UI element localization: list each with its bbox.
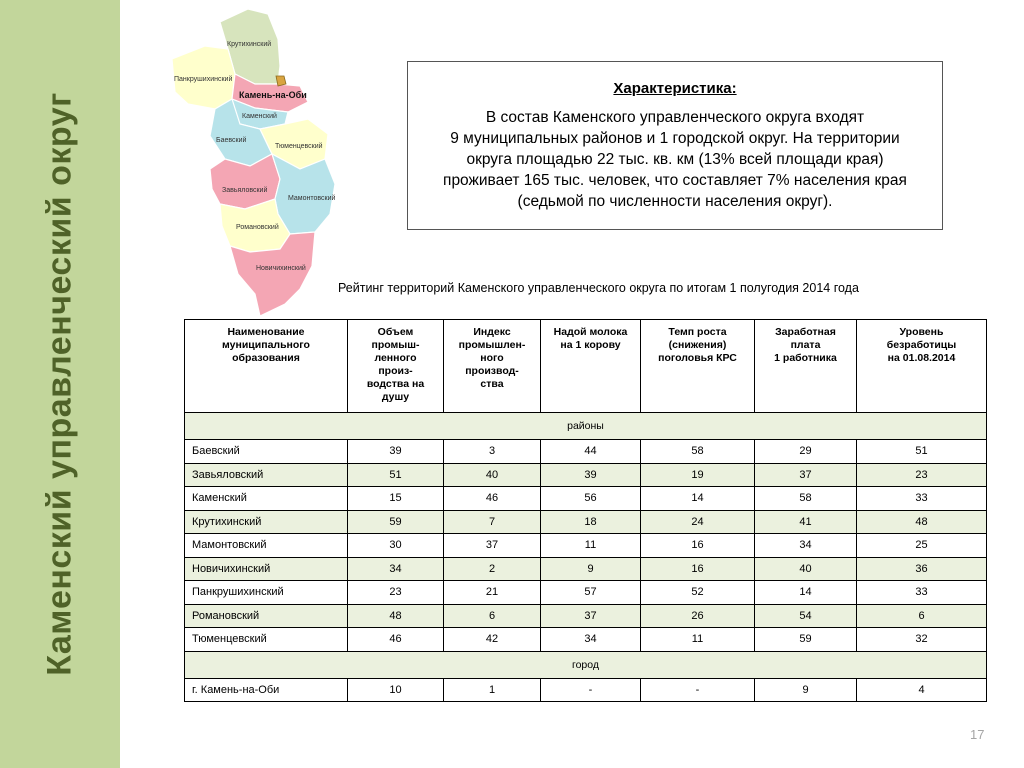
row-name: г. Камень-на-Оби [185,678,348,702]
table-row [185,557,987,581]
cell-value: 37 [541,604,641,628]
sidebar [0,0,120,768]
cell-value: 48 [348,604,444,628]
characteristic-line: 9 муниципальных районов и 1 городской округ. На территории [450,130,900,147]
row-name: Мамонтовский [185,534,348,558]
cell-value: 48 [857,510,987,534]
map-label-baevsky: Баевский [216,137,247,144]
rating-title: Рейтинг территорий Каменского управленческого округа по итогам 1 полугодия 2014 года [338,281,859,295]
cell-value: 18 [541,510,641,534]
cell-value: 11 [541,534,641,558]
table-row [185,463,987,487]
cell-value: 57 [541,581,641,605]
cell-value: 34 [541,628,641,652]
header-cattle-growth: Темп роста (снижения) поголовья КРС [641,320,755,413]
cell-value: 6 [444,604,541,628]
cell-value: 25 [857,534,987,558]
table-row [185,510,987,534]
cell-value: 1 [444,678,541,702]
map-city-marker [276,76,286,86]
cell-value: 16 [641,534,755,558]
cell-value: 29 [755,440,857,464]
cell-value: 52 [641,581,755,605]
cell-value: 33 [857,487,987,511]
table-row [185,581,987,605]
cell-value: 10 [348,678,444,702]
characteristic-line: В состав Каменского управленческого округа входят [485,109,865,126]
table-header-row [185,320,987,413]
characteristic-box [407,61,943,230]
table-row [185,487,987,511]
cell-value: 11 [641,628,755,652]
map-label-kamen-na-obi: Камень-на-Оби [239,90,307,100]
characteristic-line: проживает 165 тыс. человек, что составляет 7% населения края [443,172,907,189]
row-name: Новичихинский [185,557,348,581]
cell-value: 36 [857,557,987,581]
cell-value: 37 [755,463,857,487]
cell-value: 14 [755,581,857,605]
row-name: Завьяловский [185,463,348,487]
cell-value: 6 [857,604,987,628]
cell-value: 58 [755,487,857,511]
cell-value: 51 [857,440,987,464]
table-row [185,440,987,464]
header-municipality: Наименование муниципального образования [185,320,348,413]
row-name: Романовский [185,604,348,628]
row-name: Тюменцевский [185,628,348,652]
table-row [185,534,987,558]
header-salary: Заработная плата 1 работника [755,320,857,413]
cell-value: 24 [641,510,755,534]
cell-value: 44 [541,440,641,464]
cell-value: 14 [641,487,755,511]
cell-value: 15 [348,487,444,511]
cell-value: 41 [755,510,857,534]
cell-value: 39 [348,440,444,464]
characteristic-line: (седьмой по численности населения округ). [517,193,833,210]
cell-value: 40 [444,463,541,487]
map-label-zavyalovsky: Завьяловский [222,187,268,194]
table-row [185,678,987,702]
cell-value: 23 [348,581,444,605]
cell-value: 54 [755,604,857,628]
cell-value: 39 [541,463,641,487]
cell-value: 21 [444,581,541,605]
table-row [185,604,987,628]
cell-value: 9 [755,678,857,702]
cell-value: 26 [641,604,755,628]
cell-value: 51 [348,463,444,487]
characteristic-text [408,107,942,212]
cell-value: 59 [348,510,444,534]
cell-value: 59 [755,628,857,652]
cell-value: 16 [641,557,755,581]
cell-value: 58 [641,440,755,464]
cell-value: - [641,678,755,702]
header-unemployment: Уровень безработицы на 01.08.2014 [857,320,987,413]
cell-value: 46 [444,487,541,511]
cell-value: 3 [444,440,541,464]
cell-value: 4 [857,678,987,702]
header-industrial-index: Индекс промышлен- ного производ- ства [444,320,541,413]
cell-value: 9 [541,557,641,581]
page-number: 17 [970,727,985,742]
district-map [160,4,350,319]
map-label-pankrushikhinsky: Панкрушихинский [174,76,233,83]
cell-value: 56 [541,487,641,511]
map-label-mamontovsky: Мамонтовский [288,195,336,202]
section-label: районы [185,413,987,440]
cell-value: 34 [348,557,444,581]
row-name: Каменский [185,487,348,511]
cell-value: 32 [857,628,987,652]
map-label-tyumentsevsky: Тюменцевский [275,143,323,150]
characteristic-line: округа площадью 22 тыс. кв. км (13% всей площади края) [466,151,884,168]
rating-table [184,319,987,702]
table-row [185,628,987,652]
sidebar-title: Каменский управленческий округ [40,92,79,676]
row-name: Крутихинский [185,510,348,534]
section-row-city [185,651,987,678]
cell-value: 23 [857,463,987,487]
characteristic-title: Характеристика: [613,80,737,97]
header-milk-yield: Надой молока на 1 корову [541,320,641,413]
cell-value: 34 [755,534,857,558]
map-label-kamensky: Каменский [242,113,277,120]
row-name: Баевский [185,440,348,464]
cell-value: 30 [348,534,444,558]
district-map-svg [160,4,350,319]
cell-value: 2 [444,557,541,581]
map-label-novichikhinsky: Новичихинский [256,265,306,272]
cell-value: 46 [348,628,444,652]
cell-value: 33 [857,581,987,605]
cell-value: 42 [444,628,541,652]
section-row-districts [185,413,987,440]
cell-value: 7 [444,510,541,534]
header-industrial-volume: Объем промыш- ленного произ- водства на душу [348,320,444,413]
map-label-krutikhinsky: Крутихинский [227,41,272,48]
map-label-romanovsky: Романовский [236,224,279,231]
row-name: Панкрушихинский [185,581,348,605]
cell-value: - [541,678,641,702]
cell-value: 40 [755,557,857,581]
section-label: город [185,651,987,678]
cell-value: 19 [641,463,755,487]
cell-value: 37 [444,534,541,558]
